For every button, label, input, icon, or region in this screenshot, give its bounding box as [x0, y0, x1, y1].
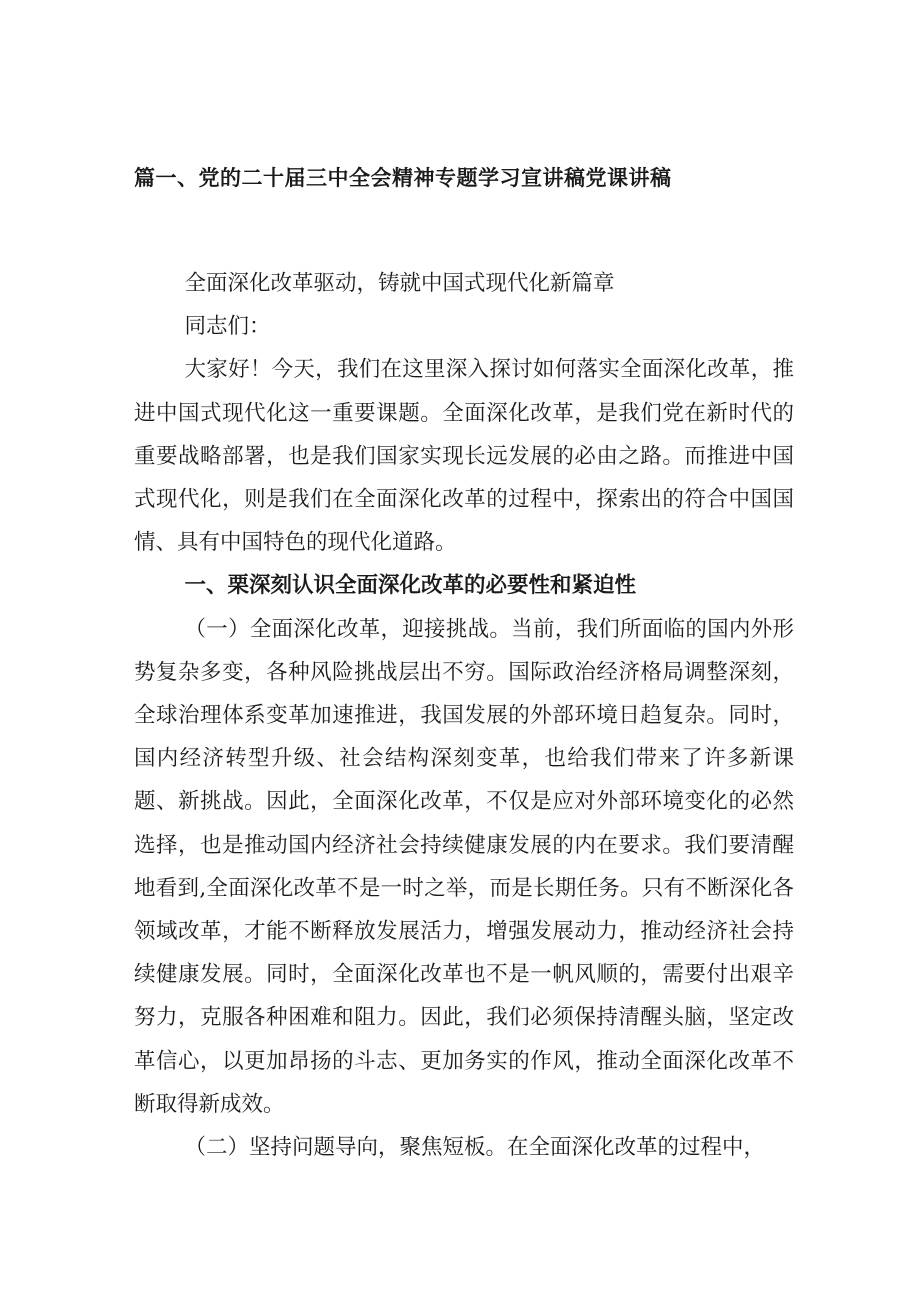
speech-title: 全面深化改革驱动，铸就中国式现代化新篇章 — [184, 271, 615, 296]
document-body — [134, 262, 794, 1169]
paragraph-subsection-1: （一）全面深化改革，迎接挑战。当前，我们所面临的国内外形势复杂多变，各种风险挑战层出不穷。国际政治经济格局调整深刻，全球治理体系变革加速推进，我国发展的外部环境日趋复杂。同时，国内经济转型升级、社会结构深刻变革，也给我们带来了许多新课题、新挑战。因此，全面深化改革，不仅是应对外部环境变化的必然选择，也是推动国内经济社会持续健康发展的内在要求。我们要清醒地看到,全面深化改革不是一时之举，而是长期任务。只有不断深化各领域改革，才能不断释放发展活力，增强发展动力，推动经济社会持续健康发展。同时，全面深化改革也不是一帆风顺的，需要付出艰辛努力，克服各种困难和阻力。因此，我们必须保持清醒头脑，坚定改革信心，以更加昂扬的斗志、更加务实的作风，推动全面深化改革不断取得新成效。 — [134, 616, 794, 1117]
paragraph-subsection-2: （二）坚持问题导向，聚焦短板。在全面深化改革的过程中， — [184, 1135, 766, 1161]
paragraph-intro: 大家好！今天，我们在这里深入探讨如何落实全面深化改革，推进中国式现代化这一重要课题。全面深化改革，是我们党在新时代的重要战略部署，也是我们国家实现长远发展的必由之路。而推进中国式现代化，则是我们在全面深化改革的过程中，探索出的符合中国国情、具有中国特色的现代化道路。 — [134, 357, 794, 556]
main-heading: 篇一、党的二十届三中全会精神专题学习宣讲稿党课讲稿 — [134, 166, 672, 190]
salutation: 同志们： — [184, 314, 271, 340]
section-heading-1: 一、栗深刻认识全面深化改革的必要性和紧迫性 — [184, 573, 637, 599]
